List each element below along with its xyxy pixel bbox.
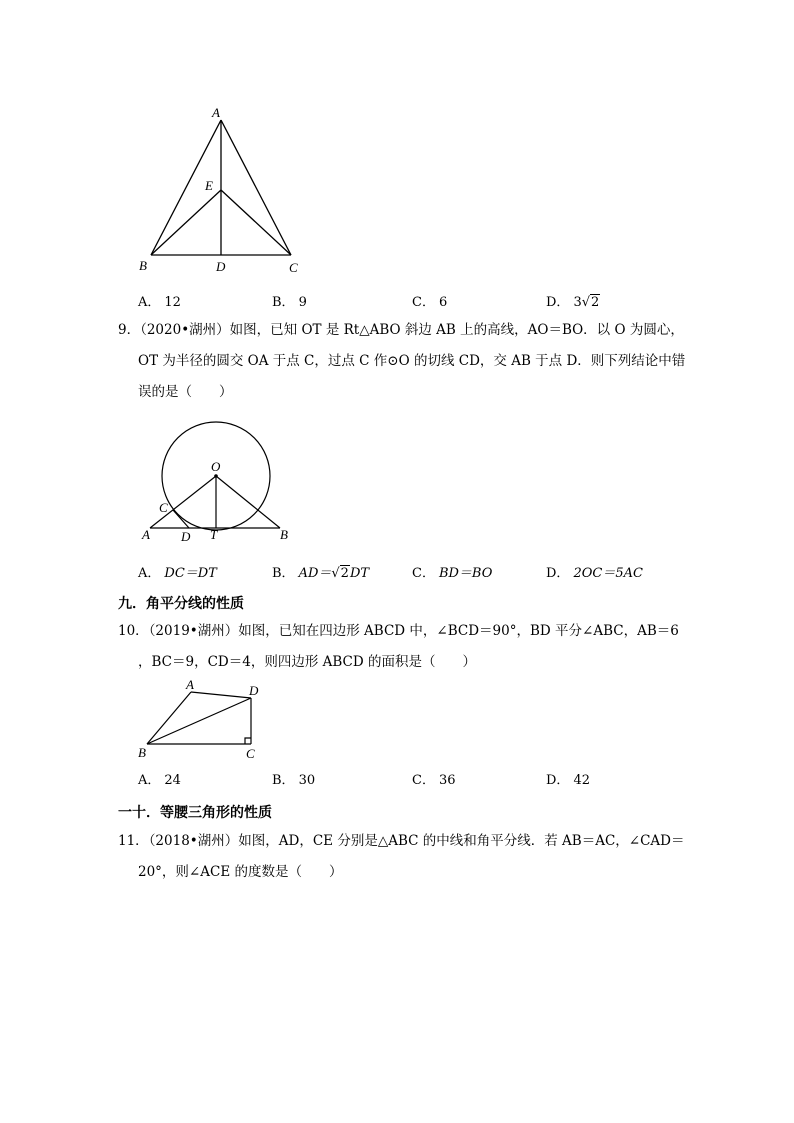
question-9-line-2: OT 为半径的圆交 OA 于点 C，过点 C 作⊙O 的切线 CD，交 AB 于点 D．则下列结论中错	[138, 353, 686, 369]
option-text: 2OC＝5AC	[573, 566, 643, 581]
segment-AB	[147, 692, 191, 744]
question-number: 11．	[118, 833, 149, 849]
point-label-B: B	[138, 745, 146, 760]
sqrt-symbol: √2	[581, 295, 600, 310]
section-heading-angle-bisector: 九．角平分线的性质	[118, 596, 244, 612]
q10-option-a[interactable]	[138, 769, 181, 788]
question-text: 如图，已知在四边形 ABCD 中，∠BCD＝90°，BD 平分∠ABC，AB＝6	[238, 623, 679, 639]
option-text-prefix: 3	[573, 295, 582, 310]
option-letter: C．	[412, 566, 435, 581]
option-text: 30	[298, 773, 316, 788]
question-source: （2020•湖州）	[140, 322, 230, 338]
segment-AD	[191, 692, 251, 698]
point-label-D: D	[181, 529, 191, 544]
question-11-line-2: 20°，则∠ACE 的度数是（ ）	[138, 864, 343, 880]
question-text: 如图，已知 OT 是 Rt△ABO 斜边 AB 上的高线，AO＝BO．以 O 为圆心，	[229, 322, 684, 338]
point-label-O: O	[211, 459, 221, 474]
option-text: 6	[438, 295, 448, 310]
segment-BD	[147, 698, 251, 744]
option-letter: B．	[272, 566, 295, 581]
point-label-C: C	[289, 260, 298, 275]
option-letter: D．	[546, 295, 570, 310]
point-label-T: T	[210, 527, 218, 542]
question-text: 如图，AD，CE 分别是△ABC 的中线和角平分线．若 AB＝AC，∠CAD＝	[238, 833, 685, 849]
question-number: 10．	[118, 623, 149, 639]
q10-option-b[interactable]	[272, 769, 315, 788]
option-text: 9	[298, 295, 307, 310]
radicand: 2	[340, 566, 349, 581]
question-number: 9．	[118, 322, 141, 338]
option-text: 42	[573, 773, 590, 788]
point-label-E: E	[205, 178, 213, 193]
point-label-D: D	[249, 683, 259, 698]
option-letter: A．	[138, 295, 161, 310]
point-label-C: C	[246, 746, 255, 761]
option-letter: B．	[272, 295, 295, 310]
option-letter: D．	[546, 773, 570, 788]
option-text: DC＝DT	[164, 566, 217, 581]
question-11	[118, 826, 685, 888]
sqrt-symbol: √2	[331, 566, 349, 581]
radicand: 2	[591, 295, 600, 310]
option-letter: A．	[138, 773, 161, 788]
option-text: 36	[438, 773, 456, 788]
right-angle-mark	[245, 738, 251, 744]
option-text: 24	[164, 773, 181, 788]
point-label-B: B	[139, 258, 147, 273]
option-letter: D．	[546, 566, 570, 581]
point-label-A: A	[186, 677, 194, 692]
question-10-line-2: ，BC＝9，CD＝4，则四边形 ABCD 的面积是（ ）	[138, 654, 476, 670]
option-letter: B．	[272, 773, 295, 788]
option-letter: C．	[412, 295, 435, 310]
point-label-B: B	[280, 527, 288, 542]
option-letter: C．	[412, 773, 435, 788]
question-source: （2018•湖州）	[148, 833, 239, 849]
section-heading-isosceles-triangle: 一十．等腰三角形的性质	[118, 805, 272, 821]
q10-option-d[interactable]	[546, 769, 590, 788]
point-label-A: A	[212, 105, 220, 120]
question-9-line-3: 误的是（ ）	[138, 384, 233, 400]
option-text: 12	[164, 295, 181, 310]
q10-option-c[interactable]	[412, 769, 456, 788]
option-text-prefix: AD＝	[298, 566, 332, 581]
option-letter: A．	[138, 566, 161, 581]
question-source: （2019•湖州）	[148, 623, 239, 639]
question-11-line-1	[118, 826, 685, 857]
point-label-D: D	[216, 259, 226, 274]
option-text: BD＝BO	[438, 566, 493, 581]
point-label-A: A	[142, 527, 150, 542]
point-label-C: C	[159, 500, 168, 515]
option-text-suffix: DT	[349, 566, 370, 581]
